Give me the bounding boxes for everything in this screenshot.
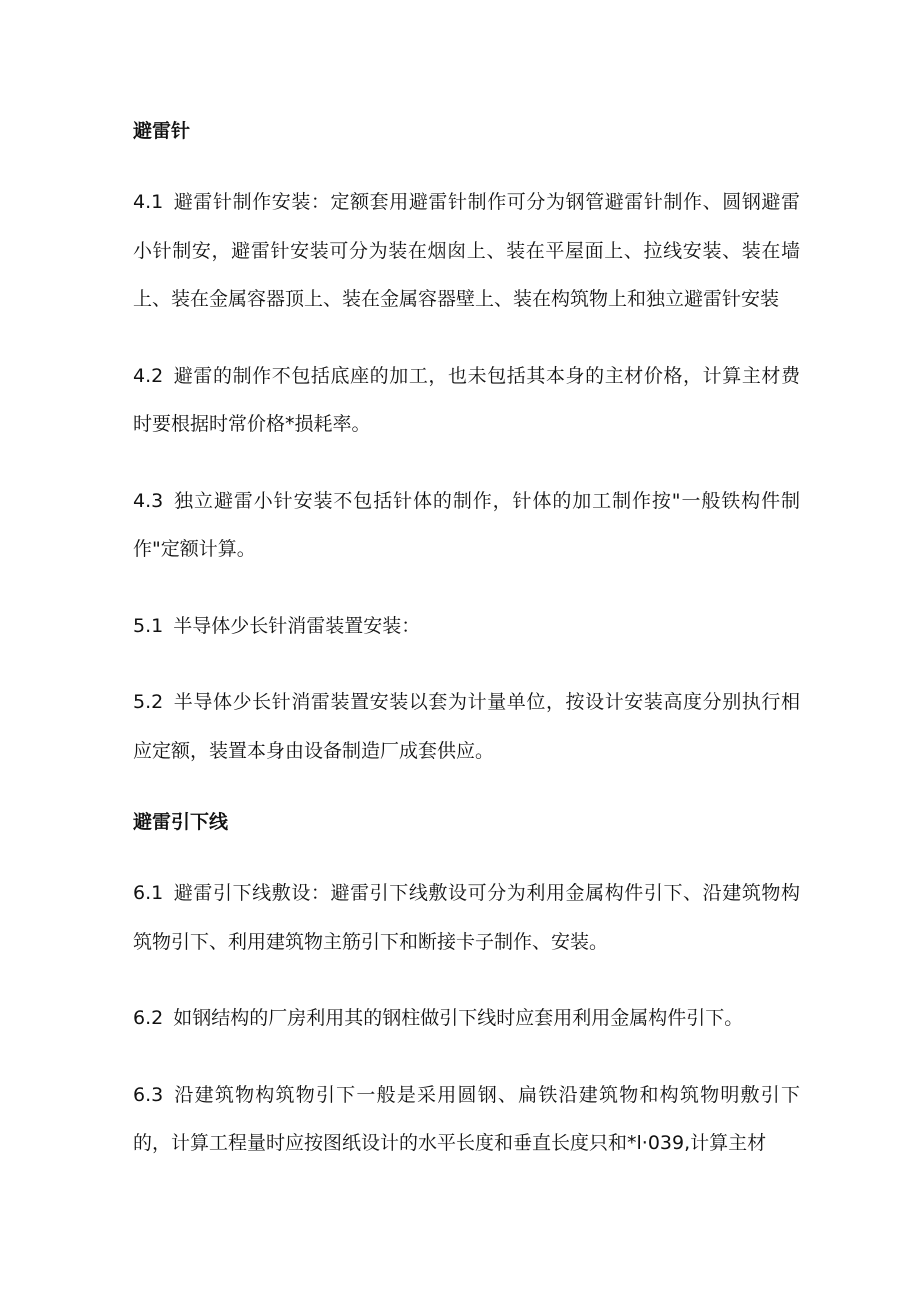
paragraph-5-1 xyxy=(133,602,800,651)
paragraph-number: 6.1 xyxy=(133,882,164,904)
paragraph-5-2 xyxy=(133,678,800,775)
paragraph-number: 6.3 xyxy=(133,1083,164,1106)
paragraph-text: 避雷的制作不包括底座的加工，也未包括其本身的主材价格，计算主材费时要根据时常价格*损耗率。 xyxy=(133,364,800,435)
paragraph-6-3 xyxy=(133,1071,800,1168)
paragraph-text: 半导体少长针消雷装置安装： xyxy=(173,614,421,637)
paragraph-number: 5.1 xyxy=(133,614,164,637)
paragraph-6-1 xyxy=(133,869,800,966)
paragraph-number: 4.2 xyxy=(133,364,164,387)
paragraph-text: 沿建筑物构筑物引下一般是采用圆钢、扁铁沿建筑物和构筑物明敷引下的，计算工程量时应按图纸设计的水平长度和垂直长度只和*l·039,计算主材 xyxy=(133,1083,800,1154)
paragraph-number: 4.1 xyxy=(133,191,164,213)
paragraph-4-3 xyxy=(133,477,800,574)
paragraph-text: 避雷针制作安装：定额套用避雷针制作可分为钢管避雷针制作、圆钢避雷小针制安，避雷针安装可分为装在烟囱上、装在平屋面上、拉线安装、装在墙上、装在金属容器顶上、装在金属容器壁上、装在构筑物上和独立避雷针安装 xyxy=(133,191,800,310)
paragraph-text: 独立避雷小针安装不包括针体的制作，针体的加工制作按"一般铁构件制作"定额计算。 xyxy=(133,489,800,560)
paragraph-number: 4.3 xyxy=(133,489,164,512)
section-heading-down-conductor: 避雷引下线 xyxy=(133,811,229,833)
paragraph-number: 5.2 xyxy=(133,691,164,713)
paragraph-4-1 xyxy=(133,178,800,324)
paragraph-number: 6.2 xyxy=(133,1007,164,1029)
paragraph-4-2 xyxy=(133,352,800,449)
paragraph-text: 半导体少长针消雷装置安装以套为计量单位，按设计安装高度分别执行相应定额，装置本身由设备制造厂成套供应。 xyxy=(133,691,800,762)
paragraph-text: 避雷引下线敷设：避雷引下线敷设可分为利用金属构件引下、沿建筑物构筑物引下、利用建筑物主筋引下和断接卡子制作、安装。 xyxy=(133,882,800,953)
paragraph-6-2 xyxy=(133,994,800,1043)
paragraph-text: 如钢结构的厂房利用其的钢柱做引下线时应套用利用金属构件引下。 xyxy=(173,1007,744,1029)
section-heading-lightning-rod: 避雷针 xyxy=(133,120,191,142)
